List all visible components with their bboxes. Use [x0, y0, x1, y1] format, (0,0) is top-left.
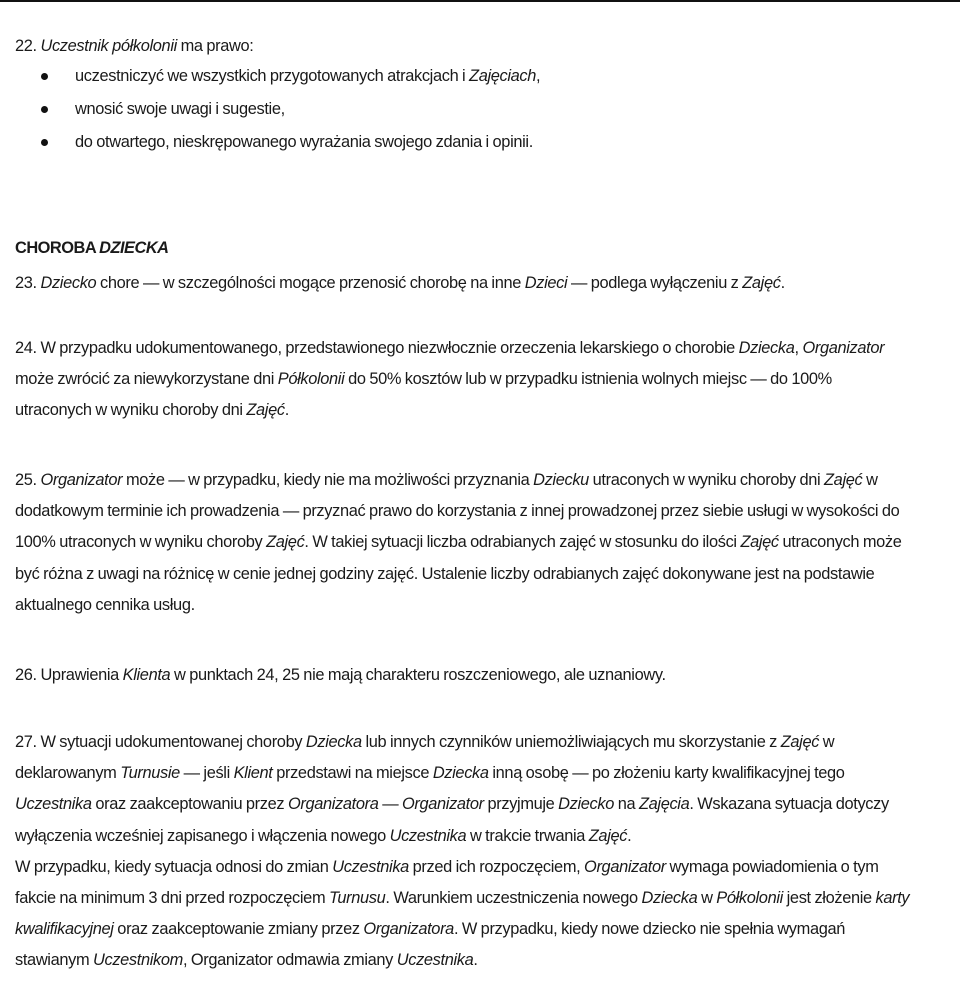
bullet-icon [41, 106, 48, 113]
term: Uczestnik półkolonii [40, 37, 177, 55]
text-line: wyłączenia wcześniej zapisanego i włączenia nowego Uczestnika w trakcie trwania Zajęć. [15, 826, 632, 845]
bullet-icon [41, 139, 48, 146]
paragraph-27 [15, 727, 950, 977]
text-line: fakcie na minimum 3 dni przed rozpoczęciem Turnusu. Warunkiem uczestniczenia nowego Dziecka w Półkolonii jest złożenie karty [15, 888, 910, 907]
paragraph-23: 23. Dziecko chore — w szczególności mogące przenosić chorobę na inne Dzieci — podlega wyłączeniu z Zajęć. [15, 274, 785, 292]
text: ma prawo: [176, 37, 254, 55]
bullet-icon [41, 73, 48, 80]
text-line: W przypadku, kiedy sytuacja odnosi do zmian Uczestnika przed ich rozpoczęciem, Organizator wymaga powiadomienia o tym [15, 857, 879, 876]
text-line: deklarowanym Turnusie — jeśli Klient przedstawi na miejsce Dziecka inną osobę — po złożeniu karty kwalifikacyjnej tego [15, 764, 845, 783]
paragraph-26: 26. Uprawienia Klienta w punktach 24, 25 nie mają charakteru roszczeniowego, ale uznaniowy. [15, 666, 666, 684]
text-line: może zwrócić za niewykorzystane dni Półkolonii do 50% kosztów lub w przypadku istnienia wolnych miejsc — do 100% [15, 370, 832, 389]
text-line: 27. W sytuacji udokumentowanej choroby Dziecka lub innych czynników uniemożliwiających mu skorzystanie z Zajęć w [15, 733, 835, 751]
paragraph-25 [15, 465, 950, 621]
text-line: 100% utraconych w wyniku choroby Zajęć. W takiej sytuacji liczba odrabianych zajęć w stosunku do ilości Zajęć utraconych może [15, 533, 902, 552]
section-heading: CHOROBA DZIECKA [15, 239, 169, 257]
item-number: 22. [15, 37, 37, 55]
text-line: Uczestnika oraz zaakceptowaniu przez Organizatora — Organizator przyjmuje Dziecko na Zajęcia. Wskazana sytuacja dotyczy [15, 795, 889, 814]
paragraph-22 [15, 31, 950, 62]
text-line: 24. W przypadku udokumentowanego, przedstawionego niezwłocznie orzeczenia lekarskiego o chorobie Dziecka, Organizator [15, 339, 885, 357]
text-line: dodatkowym terminie ich prowadzenia — przyznać prawo do korzystania z innej prowadzonej przez siebie usługi w wysokości do [15, 502, 900, 521]
text-line: aktualnego cennika usług. [15, 595, 195, 614]
rights-list [0, 60, 540, 159]
top-rule [0, 0, 960, 2]
list-item: uczestniczyć we wszystkich przygotowanych atrakcjach i Zajęciach, [0, 60, 540, 93]
text-line: kwalifikacyjnej oraz zaakceptowanie zmiany przez Organizatora. W przypadku, kiedy nowe dziecko nie spełnia wymagań [15, 920, 846, 939]
text-line: być różna z uwagi na różnicę w cenie jednej godziny zajęć. Ustalenie liczby odrabianych zajęć dokonywane jest na podstawie [15, 564, 875, 583]
paragraph-24 [15, 333, 950, 427]
text-line: utraconych w wyniku choroby dni Zajęć. [15, 401, 289, 420]
text-line: 25. Organizator może — w przypadku, kiedy nie ma możliwości przyznania Dziecku utraconych w wyniku choroby dni Zajęć w [15, 471, 878, 489]
text-line: stawianym Uczestnikom, Organizator odmawia zmiany Uczestnika. [15, 951, 478, 970]
list-item: wnosić swoje uwagi i sugestie, [0, 93, 540, 126]
list-item: do otwartego, nieskrępowanego wyrażania swojego zdania i opinii. [0, 126, 540, 159]
